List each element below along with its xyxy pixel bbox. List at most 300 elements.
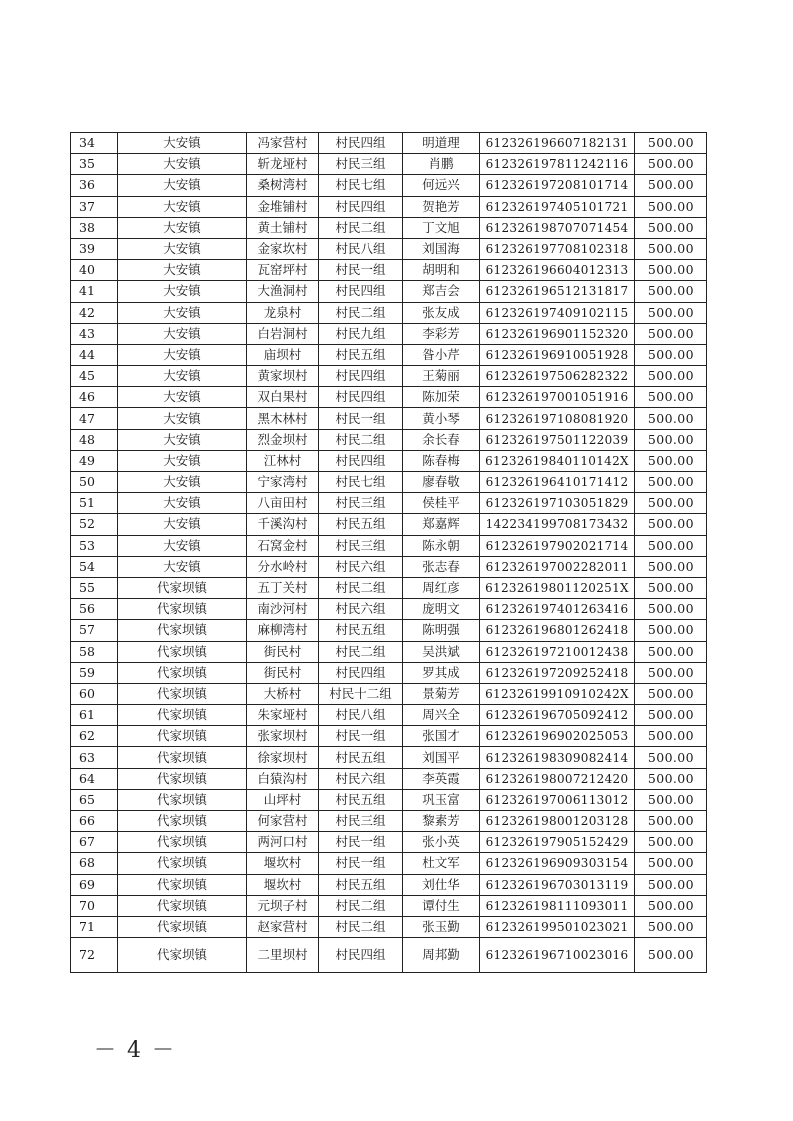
town-cell: 代家坝镇 [118,599,247,620]
village-cell: 石窝金村 [247,535,319,556]
row-number: 69 [71,874,118,895]
village-cell: 白岩洞村 [247,323,319,344]
town-cell: 代家坝镇 [118,874,247,895]
amount-cell: 500.00 [635,217,707,238]
group-cell: 村民六组 [319,556,403,577]
row-number: 64 [71,768,118,789]
town-cell: 代家坝镇 [118,832,247,853]
row-number: 46 [71,387,118,408]
amount-cell: 500.00 [635,408,707,429]
table-row [71,281,707,302]
town-cell: 代家坝镇 [118,683,247,704]
group-cell: 村民二组 [319,577,403,598]
table-row [71,683,707,704]
name-cell: 李彩芳 [403,323,480,344]
group-cell: 村民三组 [319,811,403,832]
village-cell: 双白果村 [247,387,319,408]
row-number: 70 [71,895,118,916]
name-cell: 周邦勤 [403,938,480,973]
name-cell: 李英霞 [403,768,480,789]
table-row [71,493,707,514]
id-number-cell: 612326196901152320 [480,323,635,344]
name-cell: 庞明文 [403,599,480,620]
row-number: 57 [71,620,118,641]
row-number: 47 [71,408,118,429]
id-number-cell: 612326196910051928 [480,344,635,365]
amount-cell: 500.00 [635,429,707,450]
town-cell: 代家坝镇 [118,726,247,747]
table-row [71,154,707,175]
table-row [71,429,707,450]
amount-cell: 500.00 [635,238,707,259]
town-cell: 代家坝镇 [118,705,247,726]
group-cell: 村民三组 [319,535,403,556]
group-cell: 村民五组 [319,789,403,810]
group-cell: 村民五组 [319,874,403,895]
town-cell: 大安镇 [118,387,247,408]
id-number-cell: 612326198007212420 [480,768,635,789]
group-cell: 村民七组 [319,175,403,196]
group-cell: 村民八组 [319,705,403,726]
row-number: 63 [71,747,118,768]
row-number: 71 [71,916,118,937]
id-number-cell: 612326196604012313 [480,260,635,281]
village-cell: 黄家坝村 [247,366,319,387]
town-cell: 大安镇 [118,302,247,323]
row-number: 42 [71,302,118,323]
town-cell: 代家坝镇 [118,577,247,598]
amount-cell: 500.00 [635,789,707,810]
amount-cell: 500.00 [635,472,707,493]
amount-cell: 500.00 [635,154,707,175]
id-number-cell: 612326196410171412 [480,472,635,493]
village-cell: 庙坝村 [247,344,319,365]
group-cell: 村民二组 [319,916,403,937]
name-cell: 侯桂平 [403,493,480,514]
name-cell: 贺艳芳 [403,196,480,217]
row-number: 58 [71,641,118,662]
table-row [71,556,707,577]
village-cell: 麻柳湾村 [247,620,319,641]
row-number: 39 [71,238,118,259]
amount-cell: 500.00 [635,556,707,577]
row-number: 56 [71,599,118,620]
table-row [71,302,707,323]
row-number: 53 [71,535,118,556]
town-cell: 代家坝镇 [118,895,247,916]
amount-cell: 500.00 [635,493,707,514]
id-number-cell: 612326197905152429 [480,832,635,853]
id-number-cell: 612326198309082414 [480,747,635,768]
town-cell: 大安镇 [118,344,247,365]
group-cell: 村民一组 [319,726,403,747]
row-number: 35 [71,154,118,175]
village-cell: 八亩田村 [247,493,319,514]
village-cell: 分水岭村 [247,556,319,577]
name-cell: 刘国平 [403,747,480,768]
town-cell: 大安镇 [118,175,247,196]
group-cell: 村民四组 [319,133,403,154]
table-row [71,768,707,789]
page-number: － 4 － [94,1038,176,1063]
name-cell: 张玉勤 [403,916,480,937]
id-number-cell: 612326197902021714 [480,535,635,556]
id-number-cell: 142234199708173432 [480,514,635,535]
town-cell: 大安镇 [118,366,247,387]
village-cell: 徐家坝村 [247,747,319,768]
group-cell: 村民二组 [319,302,403,323]
table-row [71,514,707,535]
village-cell: 黄土铺村 [247,217,319,238]
amount-cell: 500.00 [635,895,707,916]
village-cell: 瓦窑坪村 [247,260,319,281]
amount-cell: 500.00 [635,302,707,323]
group-cell: 村民四组 [319,281,403,302]
id-number-cell: 612326197811242116 [480,154,635,175]
amount-cell: 500.00 [635,281,707,302]
row-number: 65 [71,789,118,810]
name-cell: 黄小琴 [403,408,480,429]
village-cell: 五丁关村 [247,577,319,598]
name-cell: 陈永朝 [403,535,480,556]
id-number-cell: 612326197409102115 [480,302,635,323]
town-cell: 大安镇 [118,429,247,450]
table-row [71,811,707,832]
village-cell: 南沙河村 [247,599,319,620]
name-cell: 郑吉会 [403,281,480,302]
amount-cell: 500.00 [635,832,707,853]
name-cell: 明道理 [403,133,480,154]
town-cell: 大安镇 [118,472,247,493]
village-cell: 街民村 [247,641,319,662]
village-cell: 冯家营村 [247,133,319,154]
group-cell: 村民四组 [319,662,403,683]
amount-cell: 500.00 [635,768,707,789]
village-cell: 江林村 [247,450,319,471]
amount-cell: 500.00 [635,323,707,344]
name-cell: 谭付生 [403,895,480,916]
amount-cell: 500.00 [635,938,707,973]
row-number: 37 [71,196,118,217]
id-number-cell: 612326199501023021 [480,916,635,937]
name-cell: 张国才 [403,726,480,747]
row-number: 45 [71,366,118,387]
name-cell: 陈明强 [403,620,480,641]
town-cell: 大安镇 [118,556,247,577]
group-cell: 村民三组 [319,493,403,514]
name-cell: 郑嘉辉 [403,514,480,535]
town-cell: 大安镇 [118,514,247,535]
row-number: 38 [71,217,118,238]
town-cell: 代家坝镇 [118,789,247,810]
id-number-cell: 612326196909303154 [480,853,635,874]
id-number-cell: 612326197108081920 [480,408,635,429]
table-row [71,895,707,916]
row-number: 51 [71,493,118,514]
town-cell: 代家坝镇 [118,747,247,768]
row-number: 44 [71,344,118,365]
table-row [71,789,707,810]
amount-cell: 500.00 [635,874,707,895]
name-cell: 吴洪斌 [403,641,480,662]
roster-body [71,133,707,973]
table-row [71,217,707,238]
village-cell: 朱家垭村 [247,705,319,726]
amount-cell: 500.00 [635,196,707,217]
id-number-cell: 612326197210012438 [480,641,635,662]
amount-cell: 500.00 [635,811,707,832]
row-number: 66 [71,811,118,832]
name-cell: 黎素芳 [403,811,480,832]
row-number: 62 [71,726,118,747]
id-number-cell: 61232619840110142X [480,450,635,471]
row-number: 34 [71,133,118,154]
town-cell: 代家坝镇 [118,768,247,789]
table-row [71,344,707,365]
amount-cell: 500.00 [635,450,707,471]
id-number-cell: 612326197708102318 [480,238,635,259]
town-cell: 代家坝镇 [118,916,247,937]
village-cell: 堰坎村 [247,853,319,874]
town-cell: 代家坝镇 [118,641,247,662]
row-number: 52 [71,514,118,535]
id-number-cell: 61232619801120251X [480,577,635,598]
village-cell: 街民村 [247,662,319,683]
name-cell: 张小英 [403,832,480,853]
id-number-cell: 61232619910910242X [480,683,635,704]
village-cell: 宁家湾村 [247,472,319,493]
group-cell: 村民八组 [319,238,403,259]
table-row [71,577,707,598]
group-cell: 村民四组 [319,196,403,217]
group-cell: 村民二组 [319,895,403,916]
town-cell: 代家坝镇 [118,853,247,874]
table-row [71,408,707,429]
amount-cell: 500.00 [635,366,707,387]
id-number-cell: 612326197001051916 [480,387,635,408]
name-cell: 张志春 [403,556,480,577]
amount-cell: 500.00 [635,916,707,937]
amount-cell: 500.00 [635,514,707,535]
id-number-cell: 612326198001203128 [480,811,635,832]
id-number-cell: 612326198707071454 [480,217,635,238]
table-row [71,535,707,556]
group-cell: 村民五组 [319,620,403,641]
group-cell: 村民一组 [319,853,403,874]
village-cell: 千溪沟村 [247,514,319,535]
group-cell: 村民六组 [319,768,403,789]
town-cell: 代家坝镇 [118,662,247,683]
name-cell: 巩玉富 [403,789,480,810]
name-cell: 杜文军 [403,853,480,874]
table-row [71,599,707,620]
amount-cell: 500.00 [635,683,707,704]
table-row [71,853,707,874]
id-number-cell: 612326197002282011 [480,556,635,577]
group-cell: 村民七组 [319,472,403,493]
town-cell: 大安镇 [118,535,247,556]
group-cell: 村民三组 [319,154,403,175]
table-row [71,620,707,641]
amount-cell: 500.00 [635,641,707,662]
town-cell: 大安镇 [118,323,247,344]
id-number-cell: 612326196512131817 [480,281,635,302]
table-row [71,323,707,344]
table-row [71,450,707,471]
village-cell: 斩龙垭村 [247,154,319,175]
row-number: 60 [71,683,118,704]
town-cell: 大安镇 [118,154,247,175]
town-cell: 大安镇 [118,260,247,281]
town-cell: 大安镇 [118,493,247,514]
table-row [71,726,707,747]
amount-cell: 500.00 [635,747,707,768]
amount-cell: 500.00 [635,853,707,874]
table-row [71,662,707,683]
town-cell: 大安镇 [118,133,247,154]
name-cell: 陈春梅 [403,450,480,471]
name-cell: 周红彦 [403,577,480,598]
town-cell: 大安镇 [118,217,247,238]
table-row [71,916,707,937]
id-number-cell: 612326197209252418 [480,662,635,683]
table-row [71,196,707,217]
id-number-cell: 612326196705092412 [480,705,635,726]
id-number-cell: 612326197401263416 [480,599,635,620]
id-number-cell: 612326197506282322 [480,366,635,387]
amount-cell: 500.00 [635,387,707,408]
id-number-cell: 612326197501122039 [480,429,635,450]
table-row [71,832,707,853]
name-cell: 周兴全 [403,705,480,726]
row-number: 72 [71,938,118,973]
amount-cell: 500.00 [635,344,707,365]
id-number-cell: 612326197405101721 [480,196,635,217]
amount-cell: 500.00 [635,577,707,598]
amount-cell: 500.00 [635,260,707,281]
name-cell: 何远兴 [403,175,480,196]
name-cell: 刘国海 [403,238,480,259]
id-number-cell: 612326197103051829 [480,493,635,514]
town-cell: 代家坝镇 [118,620,247,641]
name-cell: 陈加荣 [403,387,480,408]
town-cell: 代家坝镇 [118,938,247,973]
amount-cell: 500.00 [635,620,707,641]
town-cell: 大安镇 [118,281,247,302]
group-cell: 村民二组 [319,641,403,662]
row-number: 36 [71,175,118,196]
name-cell: 丁文旭 [403,217,480,238]
village-cell: 大渔洞村 [247,281,319,302]
table-row [71,938,707,973]
table-row [71,874,707,895]
id-number-cell: 612326196902025053 [480,726,635,747]
group-cell: 村民四组 [319,938,403,973]
group-cell: 村民一组 [319,260,403,281]
row-number: 40 [71,260,118,281]
group-cell: 村民四组 [319,387,403,408]
group-cell: 村民一组 [319,408,403,429]
town-cell: 大安镇 [118,408,247,429]
table-row [71,641,707,662]
id-number-cell: 612326198111093011 [480,895,635,916]
name-cell: 余长春 [403,429,480,450]
name-cell: 昝小芹 [403,344,480,365]
town-cell: 代家坝镇 [118,811,247,832]
id-number-cell: 612326196703013119 [480,874,635,895]
amount-cell: 500.00 [635,726,707,747]
town-cell: 大安镇 [118,196,247,217]
town-cell: 大安镇 [118,450,247,471]
row-number: 59 [71,662,118,683]
table-row [71,705,707,726]
group-cell: 村民五组 [319,747,403,768]
name-cell: 廖春敬 [403,472,480,493]
id-number-cell: 612326196607182131 [480,133,635,154]
row-number: 43 [71,323,118,344]
amount-cell: 500.00 [635,662,707,683]
row-number: 50 [71,472,118,493]
group-cell: 村民二组 [319,429,403,450]
group-cell: 村民十二组 [319,683,403,704]
village-cell: 黑木林村 [247,408,319,429]
name-cell: 景菊芳 [403,683,480,704]
name-cell: 张友成 [403,302,480,323]
table-row [71,238,707,259]
name-cell: 王菊丽 [403,366,480,387]
id-number-cell: 612326197208101714 [480,175,635,196]
group-cell: 村民四组 [319,450,403,471]
group-cell: 村民五组 [319,514,403,535]
table-row [71,260,707,281]
village-cell: 金家坎村 [247,238,319,259]
table-row [71,472,707,493]
row-number: 55 [71,577,118,598]
village-cell: 山坪村 [247,789,319,810]
amount-cell: 500.00 [635,599,707,620]
village-cell: 两河口村 [247,832,319,853]
row-number: 61 [71,705,118,726]
row-number: 41 [71,281,118,302]
table-row [71,366,707,387]
name-cell: 肖鹏 [403,154,480,175]
id-number-cell: 612326196801262418 [480,620,635,641]
table-row [71,133,707,154]
id-number-cell: 612326196710023016 [480,938,635,973]
village-cell: 张家坝村 [247,726,319,747]
id-number-cell: 612326197006113012 [480,789,635,810]
amount-cell: 500.00 [635,175,707,196]
village-cell: 龙泉村 [247,302,319,323]
row-number: 54 [71,556,118,577]
group-cell: 村民六组 [319,599,403,620]
village-cell: 何家营村 [247,811,319,832]
group-cell: 村民九组 [319,323,403,344]
amount-cell: 500.00 [635,535,707,556]
row-number: 48 [71,429,118,450]
village-cell: 二里坝村 [247,938,319,973]
name-cell: 罗其成 [403,662,480,683]
table-row [71,175,707,196]
village-cell: 白猿沟村 [247,768,319,789]
village-cell: 桑树湾村 [247,175,319,196]
village-cell: 赵家营村 [247,916,319,937]
amount-cell: 500.00 [635,133,707,154]
table-row [71,387,707,408]
name-cell: 刘仕华 [403,874,480,895]
village-cell: 元坝子村 [247,895,319,916]
amount-cell: 500.00 [635,705,707,726]
